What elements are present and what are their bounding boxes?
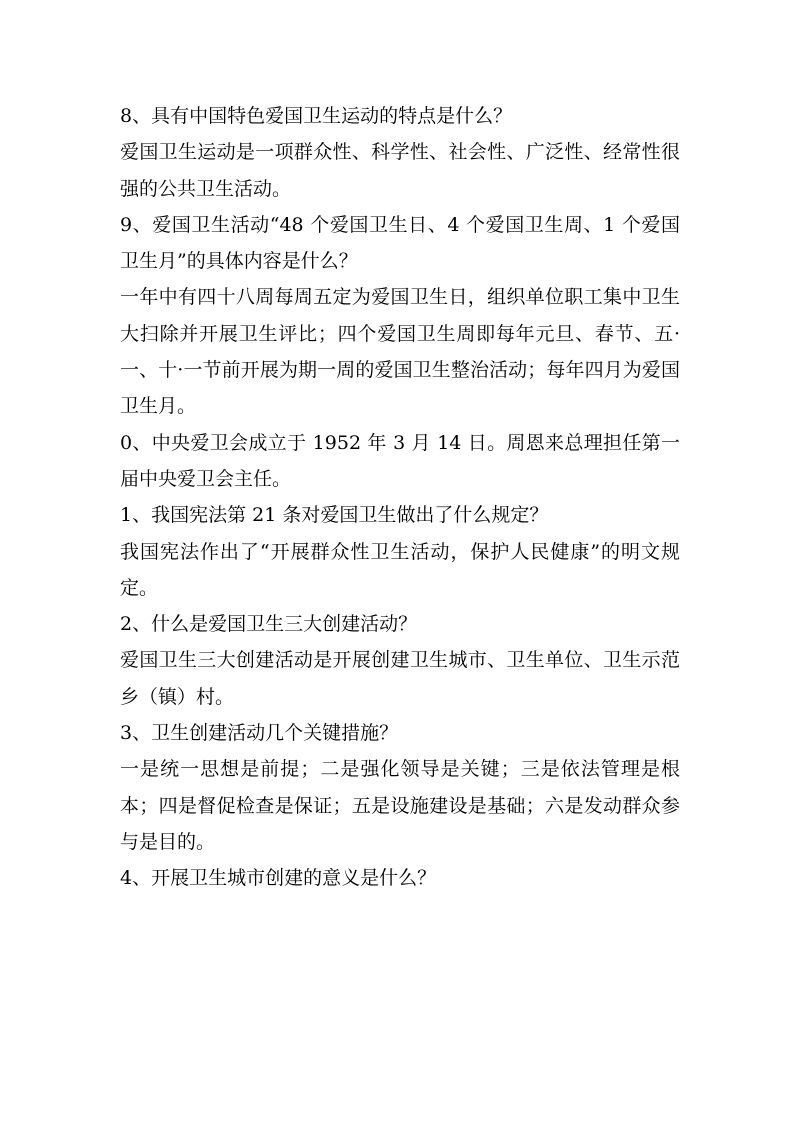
answer-11: 我国宪法作出了“开展群众性卫生活动，保护人民健康”的明文规定。 <box>120 540 680 599</box>
answer-12: 爱国卫生三大创建活动是开展创建卫生城市、卫生单位、卫生示范乡（镇）村。 <box>120 649 680 708</box>
question-9: 9、爱国卫生活动“48 个爱国卫生日、4 个爱国卫生周、1 个爱国卫生月”的具体内容是什么？ <box>120 213 680 273</box>
answer-8: 爱国卫生运动是一项群众性、科学性、社会性、广泛性、经常性很强的公共卫生活动。 <box>120 141 680 200</box>
question-13: 3、卫生创建活动几个关键措施？ <box>120 722 399 745</box>
item-10-statement: 0、中央爱卫会成立于 1952 年 3 月 14 日。周恩来总理担任第一届中央爱卫会主任。 <box>120 431 680 490</box>
document-body <box>120 98 680 897</box>
answer-13: 一是统一思想是前提；二是强化领导是关键；三是依法管理是根本；四是督促检查是保证；五是设施建设是基础；六是发动群众参与是目的。 <box>120 758 680 853</box>
question-11: 1、我国宪法第 21 条对爱国卫生做出了什么规定？ <box>120 504 549 527</box>
question-12: 2、什么是爱国卫生三大创建活动？ <box>120 613 418 636</box>
question-14: 4、开展卫生城市创建的意义是什么？ <box>120 867 437 890</box>
answer-9: 一年中有四十八周每周五定为爱国卫生日，组织单位职工集中卫生大扫除并开展卫生评比；四个爱国卫生周即每年元旦、春节、五·一、十·一节前开展为期一周的爱国卫生整治活动；每年四月为爱国卫生月。 <box>120 286 680 418</box>
question-8: 8、具有中国特色爱国卫生运动的特点是什么？ <box>120 105 513 127</box>
